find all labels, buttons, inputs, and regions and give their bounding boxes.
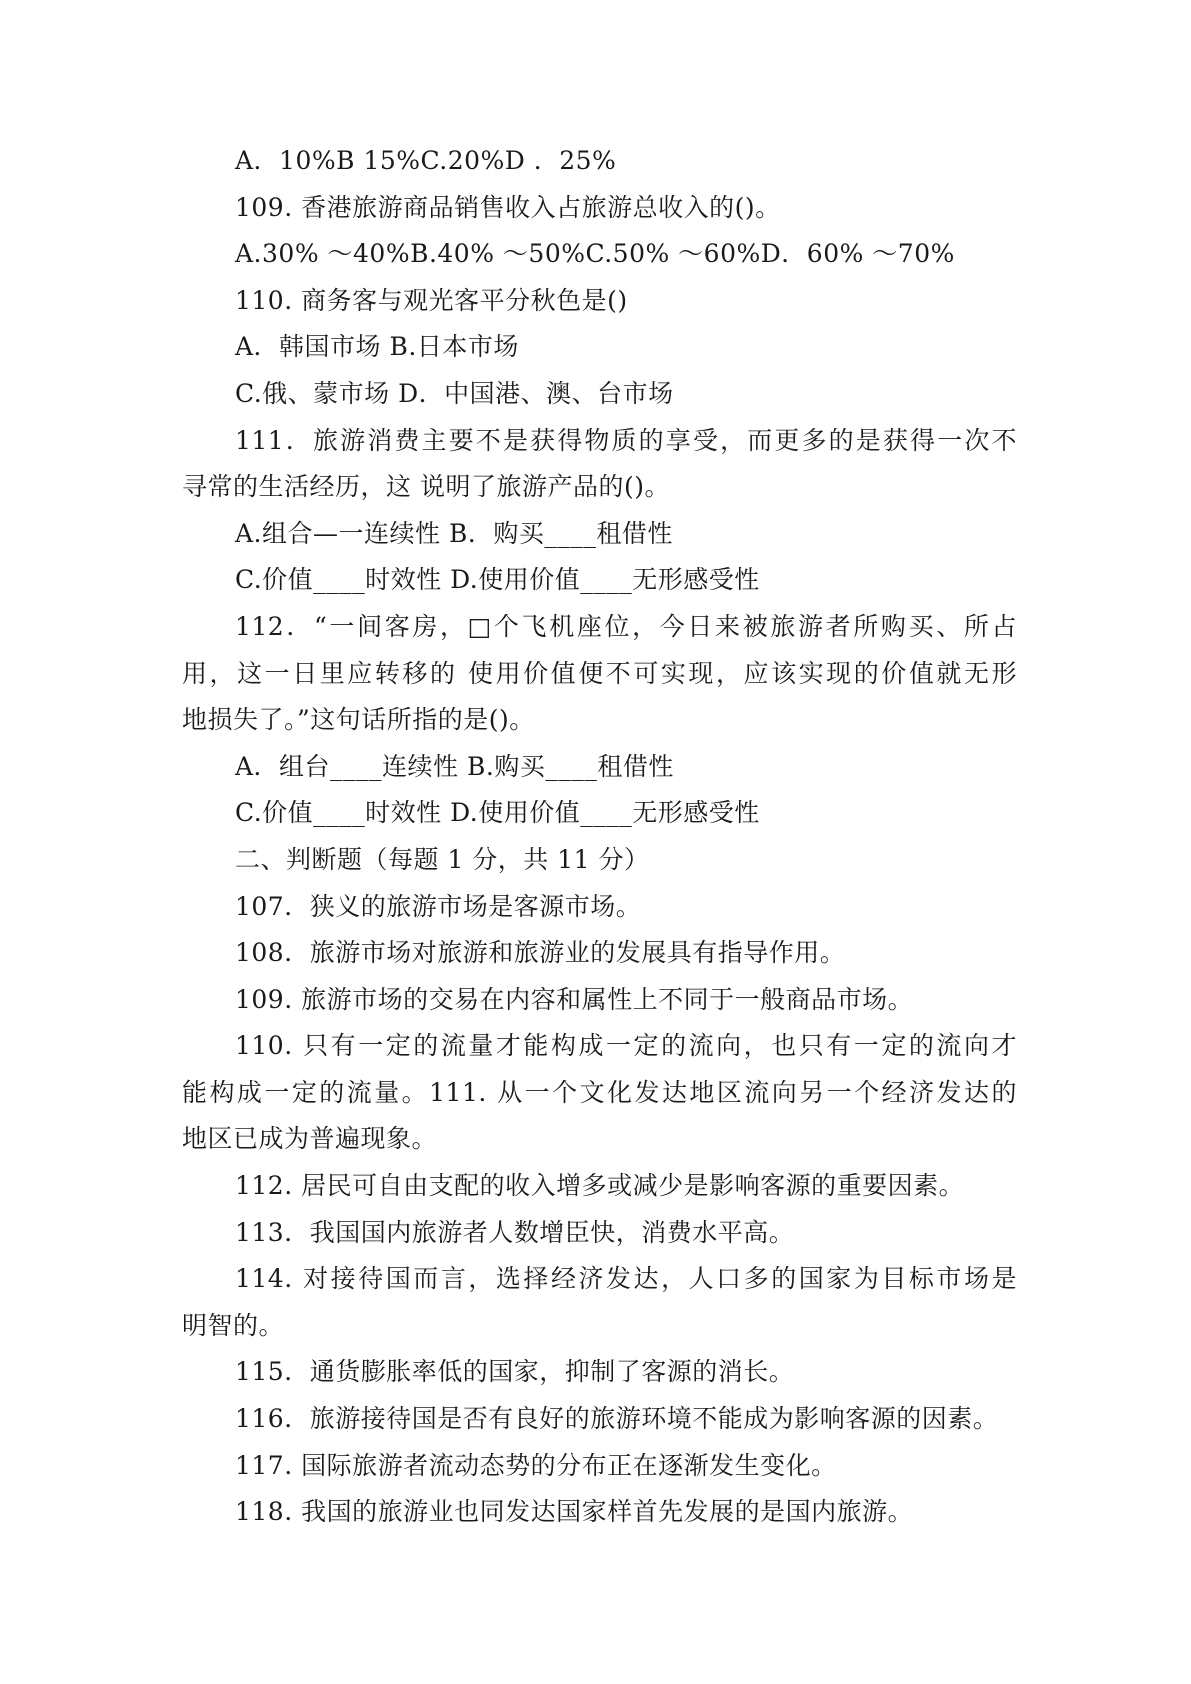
- option-line-112-c: C.价值____时效性 D.使用价值____无形感受性: [235, 798, 760, 828]
- option-line-111-a: A.组合—一连续性 B．购买____租借性: [235, 518, 673, 548]
- statement-116: 116．旅游接待国是否有良好的旅游环境不能成为影响客源的因素。: [235, 1404, 999, 1434]
- question-111-line-1: 111．旅游消费主要不是获得物质的享受，而更多的是获得一次不: [235, 425, 1017, 455]
- statement-110-line-2: 能构成一定的流量。111. 从一个文化发达地区流向另一个经济发达的: [182, 1077, 1017, 1107]
- question-112-line-2: 用，这一日里应转移的 使用价值便不可实现，应该实现的价值就无形: [182, 658, 1017, 688]
- statement-114-line-1: 114. 对接待国而言，选择经济发达，人口多的国家为目标市场是: [235, 1264, 1017, 1294]
- option-line-111-c: C.价值____时效性 D.使用价值____无形感受性: [235, 565, 760, 595]
- document-body: [182, 138, 1017, 1536]
- question-112-line-3: 地损失了。”这句话所指的是()。: [182, 705, 535, 735]
- statement-110-line-1: 110. 只有一定的流量才能构成一定的流向，也只有一定的流向才: [235, 1031, 1017, 1061]
- option-line-110-c: C.俄、蒙市场 D．中国港、澳、台市场: [235, 378, 674, 408]
- statement-111-line-2: 地区已成为普遍现象。: [182, 1124, 438, 1154]
- statement-112: 112. 居民可自由支配的收入增多或减少是影响客源的重要因素。: [235, 1171, 965, 1201]
- section-heading-true-false: 二、判断题（每题 1 分，共 11 分）: [235, 844, 650, 874]
- statement-113: 113．我国国内旅游者人数增臣快，消费水平高。: [235, 1217, 795, 1247]
- question-110: 110. 商务客与观光客平分秋色是(): [235, 285, 628, 315]
- option-line-109: A.30% ～40%B.40% ～50%C.50% ～60%D．60% ～70%: [235, 239, 955, 269]
- statement-115: 115．通货膨胀率低的国家，抑制了客源的消长。: [235, 1357, 795, 1387]
- statement-114-line-2: 明智的。: [182, 1310, 285, 1340]
- option-line-107: A．10%B 15%C.20%D ．25%: [235, 146, 617, 175]
- option-line-112-a: A．组台____连续性 B.购买____租借性: [235, 751, 674, 781]
- statement-118: 118. 我国的旅游业也同发达国家样首先发展的是国内旅游。: [235, 1497, 914, 1527]
- statement-109: 109. 旅游市场的交易在内容和属性上不同于一般商品市场。: [235, 984, 914, 1014]
- statement-117: 117. 国际旅游者流动态势的分布正在逐渐发生变化。: [235, 1450, 837, 1480]
- question-111-line-2: 寻常的生活经历，这 说明了旅游产品的()。: [182, 472, 670, 502]
- question-109: 109. 香港旅游商品销售收入占旅游总收入的()。: [235, 192, 781, 222]
- option-line-110-a: A．韩国市场 B.日本市场: [235, 332, 519, 362]
- statement-108: 108．旅游市场对旅游和旅游业的发展具有指导作用。: [235, 938, 846, 968]
- statement-107: 107．狭义的旅游市场是客源市场。: [235, 891, 642, 921]
- question-112-line-1: 112．“一间客房，□个飞机座位，今日来被旅游者所购买、所占: [235, 611, 1017, 641]
